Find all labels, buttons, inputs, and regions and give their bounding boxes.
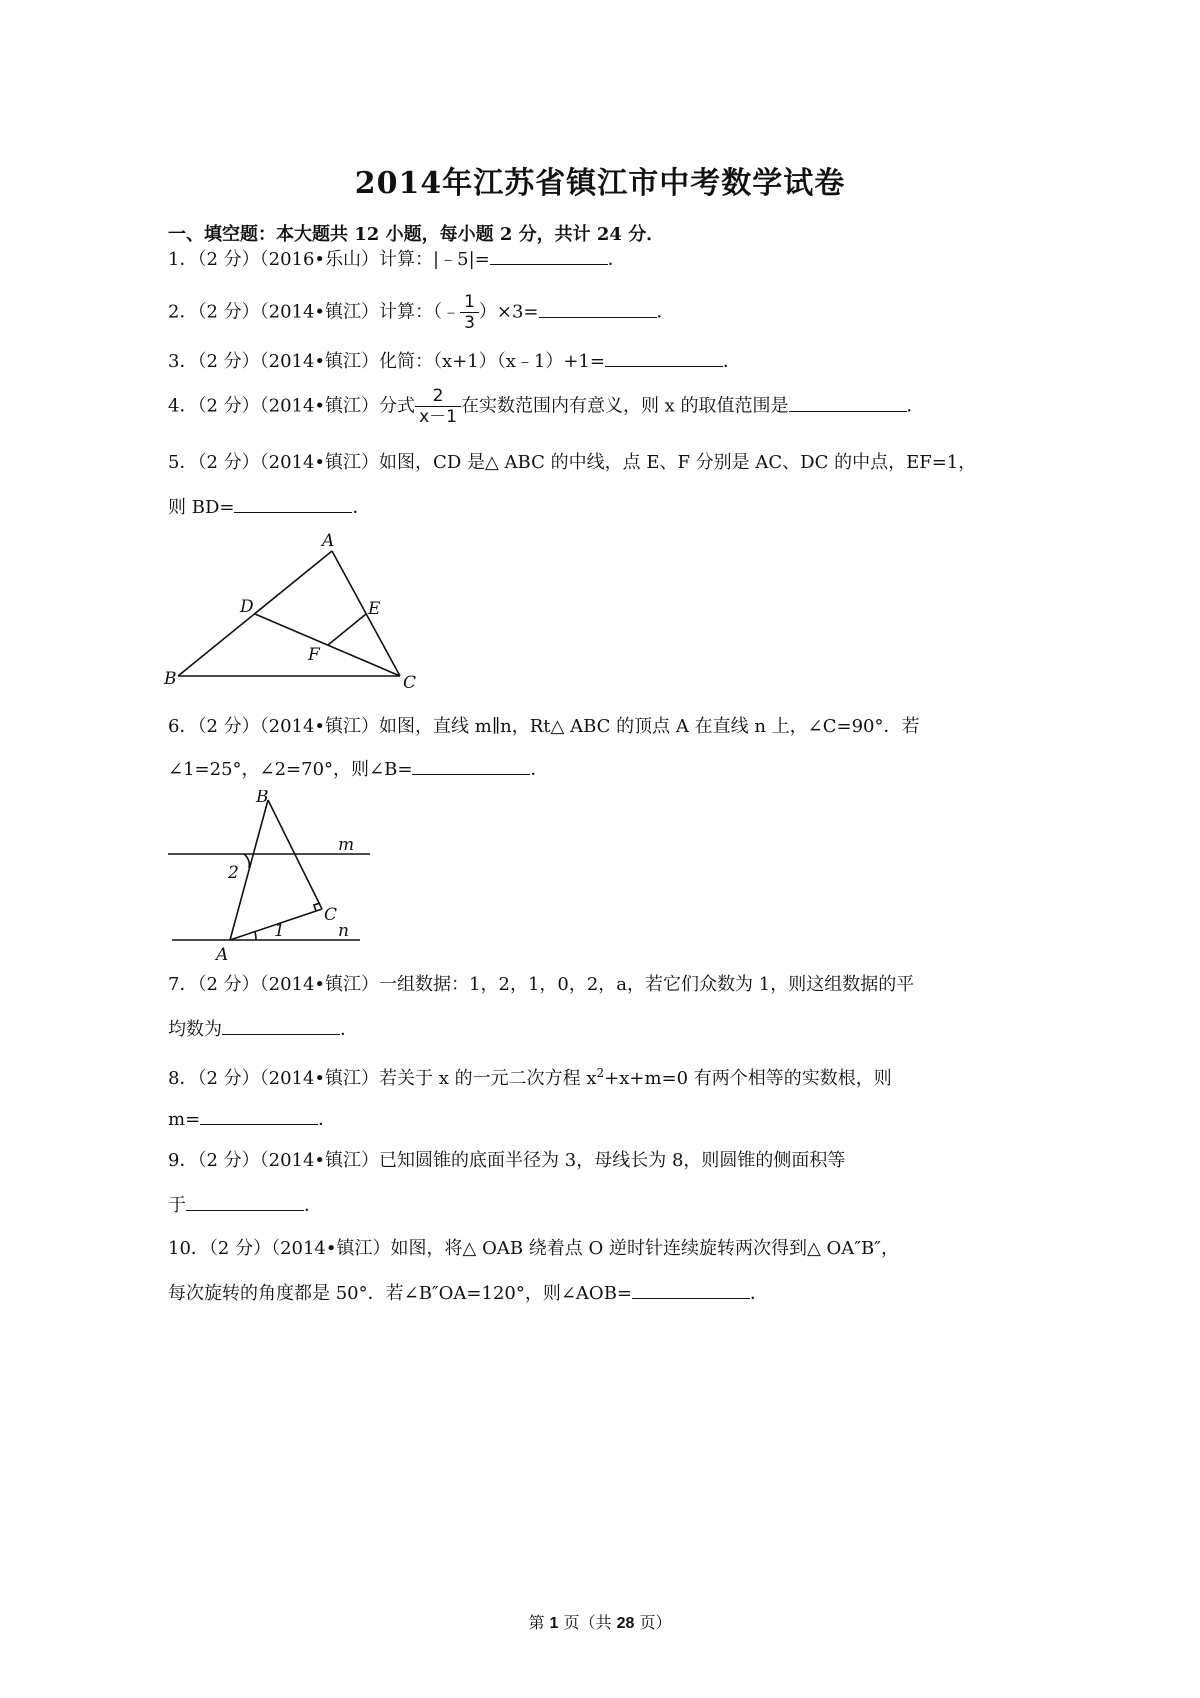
answer-blank[interactable] [605,348,723,367]
angle-2-arc [244,854,249,868]
question-2-text-after: ）×3= [478,301,539,323]
question-10-text: 10．（2 分）（2014•镇江）如图，将△ OAB 绕着点 O 逆时针连续旋转两次得到△ OA″B″， [168,1238,899,1259]
question-7 [168,972,914,998]
question-5-text: 5．（2 分）（2014•镇江）如图，CD 是△ ABC 的中线，点 E、F 分别是 AC、DC 的中点，EF=1， [168,452,977,473]
fraction [415,386,461,427]
answer-blank[interactable] [490,246,608,265]
page-title: 2014年江苏省镇江市中考数学试卷 [354,166,846,201]
triangle-figure-q6 [160,790,380,970]
question-5 [168,450,976,476]
page-total: 28 [616,1615,635,1632]
question-1-end: ． [607,249,626,270]
fraction [460,292,479,333]
question-8-text-2: m= [168,1109,201,1130]
label-B: B [164,669,177,689]
question-8-line2 [168,1106,336,1133]
label-F: F [308,645,320,665]
question-6-end: ． [530,759,549,780]
label-B: B [256,790,269,807]
question-1 [168,246,626,273]
question-1-text: 1．（2 分）（2016•乐山）计算：|﹣5|= [168,249,490,270]
question-9-text-2: 于 [168,1195,186,1216]
question-3-end: ． [722,351,741,372]
question-2 [168,292,675,333]
question-5-line2 [168,494,370,521]
label-A: A [322,531,335,551]
label-E: E [368,599,381,619]
question-3-text: 3．（2 分）（2014•镇江）化简：（x+1）（x﹣1）+1= [168,351,605,372]
question-10-end: ． [750,1283,768,1304]
question-8 [168,1060,892,1092]
question-6-text-2: ∠1=25°，∠2=70°，则∠B= [168,759,413,780]
fraction-denominator: x－1 [419,407,457,427]
page-number: 1 [549,1615,559,1632]
label-D: D [240,597,254,617]
question-2-text: 2．（2 分）（2014•镇江）计算：（﹣ [168,301,461,323]
label-m: m [338,835,355,855]
angle-1-arc [255,932,256,940]
question-8-text-after: +x+m=0 有两个相等的实数根，则 [604,1068,892,1089]
question-9-text: 9．（2 分）（2014•镇江）已知圆锥的底面半径为 3，母线长为 8，则圆锥的侧面积等 [168,1150,846,1171]
question-6 [168,714,919,740]
label-angle-2: 2 [228,863,239,883]
label-n: n [338,921,349,941]
question-4 [168,386,925,427]
question-7-text: 7．（2 分）（2014•镇江）一组数据：1，2，1，0，2，a，若它们众数为 1，则这组数据的平 [168,974,915,995]
footer-mid: 页（共 [558,1613,617,1632]
question-6-line2 [168,756,548,783]
question-6-text: 6．（2 分）（2014•镇江）如图，直线 m∥n，Rt△ ABC 的顶点 A 在直线 n 上，∠C=90°．若 [168,716,920,737]
question-8-text: 8．（2 分）（2014•镇江）若关于 x 的一元二次方程 x [168,1068,597,1089]
fraction-numerator: 2 [432,386,444,406]
footer-prefix: 第 [528,1613,550,1632]
question-3 [168,348,741,375]
question-4-text-after: 在实数范围内有意义，则 x 的取值范围是 [460,395,789,417]
answer-blank[interactable] [222,1016,340,1035]
page-footer [0,1610,1200,1633]
question-4-text: 4．（2 分）（2014•镇江）分式 [168,395,416,417]
superscript: 2 [596,1066,605,1080]
question-10-line2 [168,1280,768,1307]
section-header: 一、填空题：本大题共 12 小题，每小题 2 分，共计 24 分． [168,224,665,245]
question-8-end: ． [318,1109,337,1130]
footer-suffix: 页） [634,1613,672,1632]
answer-blank[interactable] [632,1280,750,1299]
question-5-text-2: 则 BD= [168,497,235,518]
question-9-end: ． [304,1195,322,1216]
question-10-text-2: 每次旋转的角度都是 50°．若∠B″OA=120°，则∠AOB= [168,1283,632,1304]
question-2-end: ． [656,301,675,323]
triangle-figure-q5 [160,530,430,700]
label-C: C [324,905,338,925]
segment-ef [328,614,366,645]
answer-blank[interactable] [539,299,657,318]
answer-blank[interactable] [200,1106,318,1125]
answer-blank[interactable] [789,393,907,412]
fraction-denominator: 3 [464,313,475,333]
label-C: C [403,673,417,693]
fraction-numerator: 1 [464,292,475,312]
label-A: A [216,945,229,965]
answer-blank[interactable] [412,756,530,775]
question-7-end: ． [340,1019,358,1040]
answer-blank[interactable] [234,494,352,513]
question-4-end: ． [906,395,925,417]
question-7-line2 [168,1016,358,1043]
answer-blank[interactable] [186,1192,304,1211]
question-9-line2 [168,1192,322,1219]
segment-dc [255,614,400,676]
question-10 [168,1236,899,1262]
question-5-end: ． [352,497,371,518]
question-9 [168,1148,845,1174]
question-7-text-2: 均数为 [168,1019,222,1040]
label-angle-1: 1 [274,921,285,941]
segment-ac [332,551,400,676]
